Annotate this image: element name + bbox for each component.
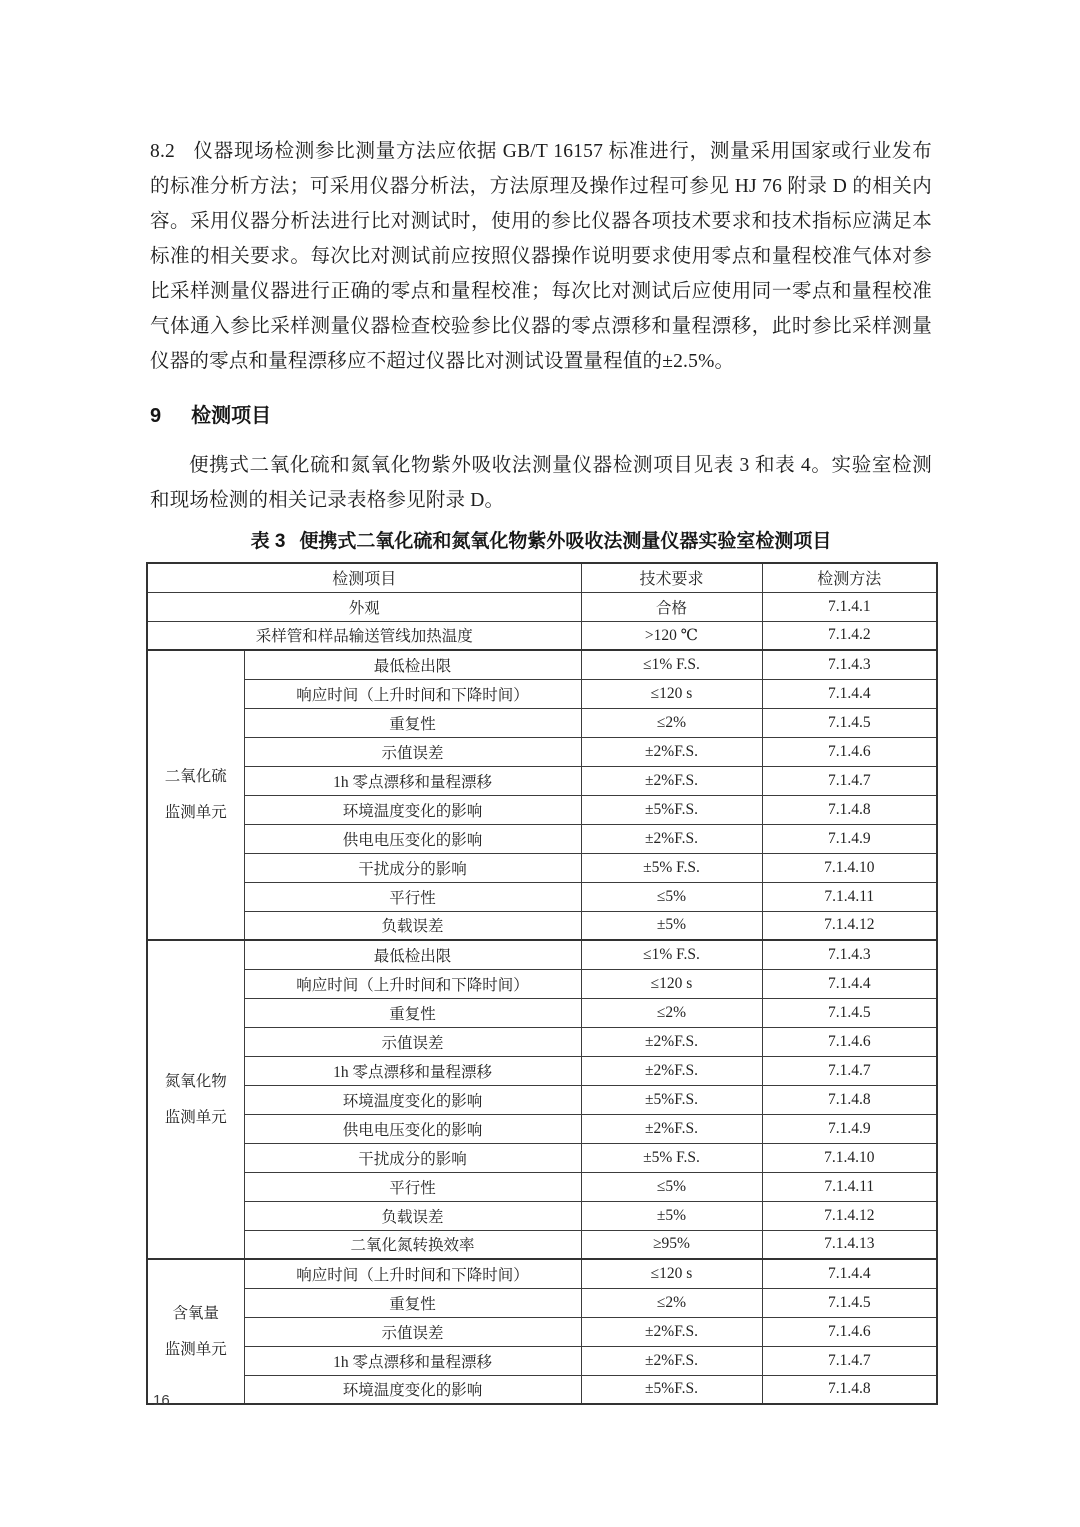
table-row <box>147 1201 937 1230</box>
table-row <box>147 1375 937 1404</box>
clause-number: 8.2 <box>150 141 175 162</box>
col-header-item: 检测项目 <box>147 563 581 592</box>
table-row <box>147 708 937 737</box>
row-requirement-cell: ±5%F.S. <box>581 795 762 824</box>
row-item-cell: 供电电压变化的影响 <box>244 1114 581 1143</box>
row-method-cell: 7.1.4.5 <box>762 708 937 737</box>
row-requirement-cell: ±5% F.S. <box>581 853 762 882</box>
row-item-cell: 最低检出限 <box>244 940 581 969</box>
row-item-cell: 响应时间（上升时间和下降时间） <box>244 679 581 708</box>
row-requirement-cell: ≤1% F.S. <box>581 940 762 969</box>
row-item-cell: 示值误差 <box>244 737 581 766</box>
table-row <box>147 1143 937 1172</box>
group-label-cell <box>147 650 244 940</box>
group-label-line: 二氧化硫 <box>164 768 227 785</box>
group-label-line: 氮氧化物 <box>164 1072 227 1090</box>
table-row <box>147 1056 937 1085</box>
row-method-cell: 7.1.4.7 <box>762 1346 937 1375</box>
table3 <box>146 562 938 1405</box>
group-label-line: 含氧量 <box>172 1304 219 1322</box>
row-requirement-cell: ±2%F.S. <box>581 737 762 766</box>
row-requirement-cell: ±2%F.S. <box>581 1114 762 1143</box>
table-row <box>147 1085 937 1114</box>
row-requirement-cell: ±2%F.S. <box>581 1056 762 1085</box>
row-item-cell: 1h 零点漂移和量程漂移 <box>244 766 581 795</box>
row-item-cell: 负载误差 <box>244 911 581 940</box>
row-method-cell: 7.1.4.13 <box>762 1230 937 1259</box>
row-item-cell: 干扰成分的影响 <box>244 1143 581 1172</box>
row-requirement-cell: ≤2% <box>581 708 762 737</box>
row-method-cell: 7.1.4.6 <box>762 737 937 766</box>
clause-text: 仪器现场检测参比测量方法应依据 GB/T 16157 标准进行，测量采用国家或行业发布的标准分析方法；可采用仪器分析法，方法原理及操作过程可参见 HJ 76 附录 D 的相关内容。采用仪器分析法进行比对测试时，使用的参比仪器各项技术要求和技术指标应满足本标准的相关要求。每次比对测试前应按照仪器操作说明要求使用零点和量程校准气体对参比采样测量仪器进行正确的零点和量程校准；每次比对测试后应使用同一零点和量程校准气体通入参比采样测量仪器检查校验参比仪器的零点漂移和量程漂移，此时参比采样测量仪器的零点和量程漂移应不超过仪器比对测试设置量程值的±2.5%。 <box>150 141 932 372</box>
row-method-cell: 7.1.4.2 <box>762 621 937 650</box>
row-item-cell: 外观 <box>147 592 581 621</box>
row-requirement-cell: ≤5% <box>581 882 762 911</box>
group-label-cell <box>147 1259 244 1404</box>
table-row <box>147 1288 937 1317</box>
table-row <box>147 592 937 621</box>
row-item-cell: 环境温度变化的影响 <box>244 1375 581 1404</box>
row-item-cell: 1h 零点漂移和量程漂移 <box>244 1346 581 1375</box>
table-row <box>147 1230 937 1259</box>
row-item-cell: 负载误差 <box>244 1201 581 1230</box>
row-requirement-cell: >120 ℃ <box>581 621 762 650</box>
row-requirement-cell: ±5%F.S. <box>581 1085 762 1114</box>
row-requirement-cell: ±5%F.S. <box>581 1375 762 1404</box>
table-row <box>147 1259 937 1288</box>
row-method-cell: 7.1.4.9 <box>762 824 937 853</box>
table-row <box>147 882 937 911</box>
table-row <box>147 911 937 940</box>
row-item-cell: 二氧化氮转换效率 <box>244 1230 581 1259</box>
row-requirement-cell: ≤120 s <box>581 969 762 998</box>
table-row <box>147 737 937 766</box>
col-header-requirement: 技术要求 <box>581 563 762 592</box>
table3-caption-text: 便携式二氧化硫和氮氧化物紫外吸收法测量仪器实验室检测项目 <box>299 531 832 552</box>
row-item-cell: 重复性 <box>244 708 581 737</box>
row-item-cell: 环境温度变化的影响 <box>244 795 581 824</box>
row-method-cell: 7.1.4.4 <box>762 679 937 708</box>
row-method-cell: 7.1.4.8 <box>762 1085 937 1114</box>
row-method-cell: 7.1.4.9 <box>762 1114 937 1143</box>
row-method-cell: 7.1.4.1 <box>762 592 937 621</box>
table-row <box>147 1346 937 1375</box>
group-label-line: 监测单元 <box>164 1108 227 1126</box>
paragraph-8-2 <box>150 134 932 379</box>
section-9-intro: 便携式二氧化硫和氮氧化物紫外吸收法测量仪器检测项目见表 3 和表 4。实验室检测和现场检测的相关记录表格参见附录 D。 <box>150 455 932 511</box>
table3-caption-label: 表 3 <box>250 531 286 552</box>
table-row <box>147 853 937 882</box>
table-row <box>147 824 937 853</box>
section-title: 检测项目 <box>191 405 272 427</box>
row-item-cell: 环境温度变化的影响 <box>244 1085 581 1114</box>
row-method-cell: 7.1.4.7 <box>762 766 937 795</box>
section-number: 9 <box>150 405 162 427</box>
table-row <box>147 998 937 1027</box>
row-item-cell: 平行性 <box>244 882 581 911</box>
row-requirement-cell: ≥95% <box>581 1230 762 1259</box>
row-method-cell: 7.1.4.10 <box>762 853 937 882</box>
row-item-cell: 示值误差 <box>244 1027 581 1056</box>
row-method-cell: 7.1.4.6 <box>762 1317 937 1346</box>
group-label-cell <box>147 940 244 1259</box>
table3-caption <box>150 527 932 557</box>
row-item-cell: 采样管和样品输送管线加热温度 <box>147 621 581 650</box>
row-requirement-cell: 合格 <box>581 592 762 621</box>
row-item-cell: 重复性 <box>244 1288 581 1317</box>
col-header-method: 检测方法 <box>762 563 937 592</box>
table-row <box>147 1114 937 1143</box>
row-item-cell: 示值误差 <box>244 1317 581 1346</box>
table-row <box>147 679 937 708</box>
row-requirement-cell: ±2%F.S. <box>581 824 762 853</box>
row-requirement-cell: ≤2% <box>581 998 762 1027</box>
row-method-cell: 7.1.4.12 <box>762 1201 937 1230</box>
table-row <box>147 940 937 969</box>
page-number: 16 <box>153 1392 170 1409</box>
row-method-cell: 7.1.4.5 <box>762 998 937 1027</box>
row-requirement-cell: ±5% <box>581 1201 762 1230</box>
row-requirement-cell: ≤120 s <box>581 679 762 708</box>
group-label-line: 监测单元 <box>164 804 227 821</box>
row-item-cell: 供电电压变化的影响 <box>244 824 581 853</box>
row-method-cell: 7.1.4.5 <box>762 1288 937 1317</box>
row-item-cell: 平行性 <box>244 1172 581 1201</box>
row-method-cell: 7.1.4.3 <box>762 650 937 679</box>
row-method-cell: 7.1.4.7 <box>762 1056 937 1085</box>
table-row <box>147 766 937 795</box>
table-row <box>147 969 937 998</box>
row-requirement-cell: ≤2% <box>581 1288 762 1317</box>
row-requirement-cell: ±2%F.S. <box>581 1346 762 1375</box>
row-method-cell: 7.1.4.10 <box>762 1143 937 1172</box>
row-method-cell: 7.1.4.12 <box>762 911 937 940</box>
row-requirement-cell: ±2%F.S. <box>581 766 762 795</box>
table-row <box>147 795 937 824</box>
row-requirement-cell: ±5% <box>581 911 762 940</box>
table-row <box>147 621 937 650</box>
row-requirement-cell: ±2%F.S. <box>581 1027 762 1056</box>
row-method-cell: 7.1.4.8 <box>762 795 937 824</box>
table-row <box>147 1027 937 1056</box>
row-requirement-cell: ±2%F.S. <box>581 1317 762 1346</box>
table-row <box>147 650 937 679</box>
table-row <box>147 1317 937 1346</box>
row-requirement-cell: ≤5% <box>581 1172 762 1201</box>
row-method-cell: 7.1.4.11 <box>762 882 937 911</box>
row-item-cell: 响应时间（上升时间和下降时间） <box>244 1259 581 1288</box>
row-method-cell: 7.1.4.3 <box>762 940 937 969</box>
row-method-cell: 7.1.4.4 <box>762 1259 937 1288</box>
document-page-content <box>150 134 932 1405</box>
row-requirement-cell: ±5% F.S. <box>581 1143 762 1172</box>
group-label-line: 监测单元 <box>164 1340 227 1358</box>
table-row <box>147 1172 937 1201</box>
table-header-row <box>147 563 937 592</box>
row-item-cell: 干扰成分的影响 <box>244 853 581 882</box>
row-item-cell: 1h 零点漂移和量程漂移 <box>244 1056 581 1085</box>
section-9-heading <box>150 399 932 433</box>
row-item-cell: 最低检出限 <box>244 650 581 679</box>
row-method-cell: 7.1.4.4 <box>762 969 937 998</box>
row-method-cell: 7.1.4.6 <box>762 1027 937 1056</box>
row-requirement-cell: ≤120 s <box>581 1259 762 1288</box>
row-requirement-cell: ≤1% F.S. <box>581 650 762 679</box>
row-item-cell: 响应时间（上升时间和下降时间） <box>244 969 581 998</box>
row-method-cell: 7.1.4.8 <box>762 1375 937 1404</box>
table3-body <box>147 592 937 1404</box>
row-method-cell: 7.1.4.11 <box>762 1172 937 1201</box>
row-item-cell: 重复性 <box>244 998 581 1027</box>
